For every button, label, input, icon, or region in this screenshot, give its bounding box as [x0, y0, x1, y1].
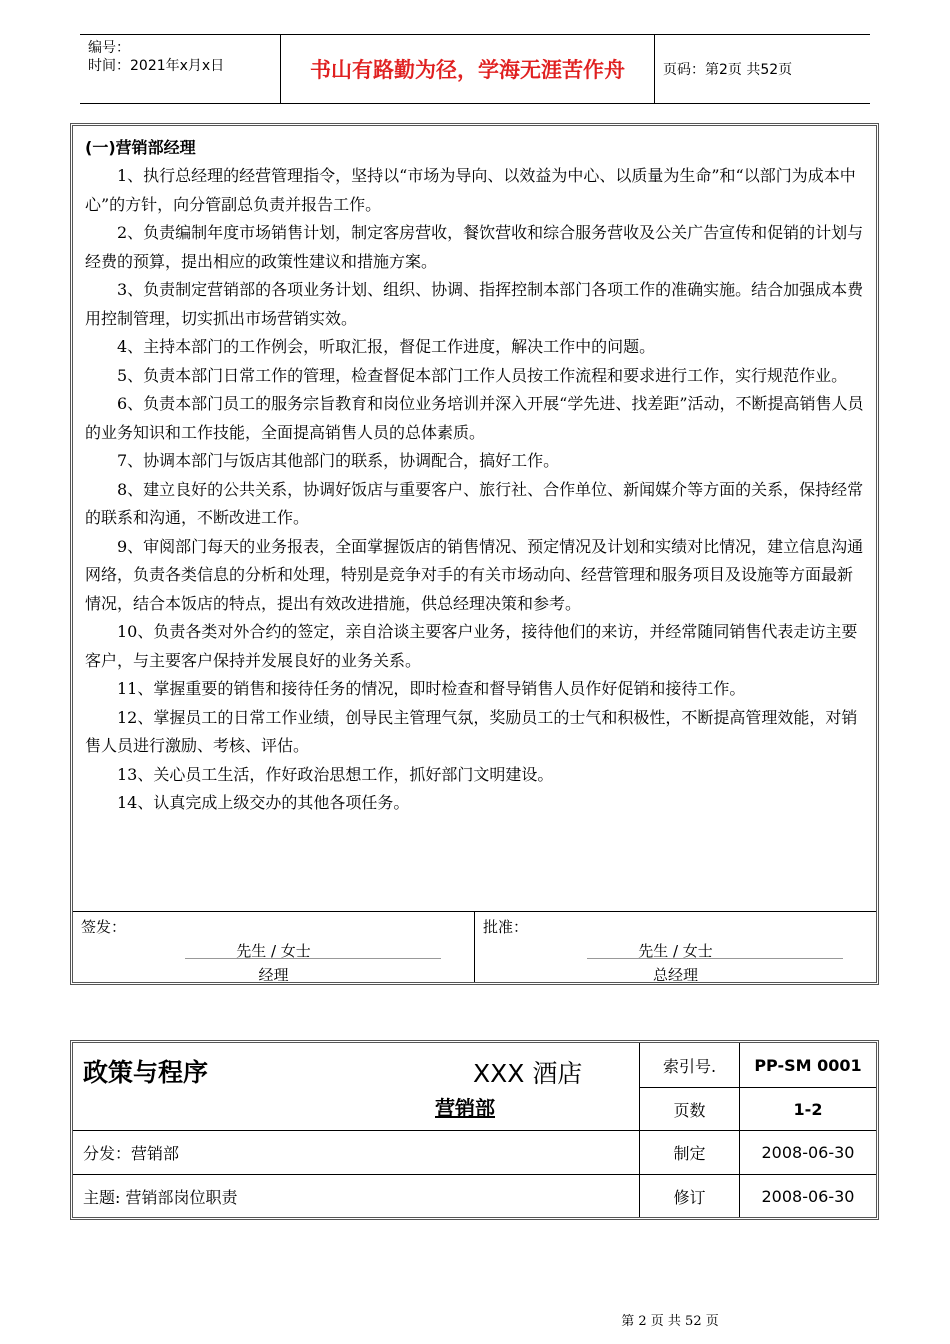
hotel-name: XXX 酒店	[473, 1059, 583, 1088]
duty-item-12: 12、掌握员工的日常工作业绩，创导民主管理气氛，奖励员工的士气和积极性，不断提高管理效能，对销售人员进行激励、考核、评估。	[85, 707, 858, 755]
approved-role: 总经理	[652, 966, 698, 984]
department-name: 营销部	[435, 1095, 495, 1120]
signoff-approved	[474, 912, 876, 982]
duty-item-11: 11、掌握重要的销售和接待任务的情况，即时检查和督导销售人员作好促销和接待工作。	[117, 679, 746, 698]
duty-body	[73, 126, 876, 912]
index-label: 索引号.	[662, 1056, 717, 1076]
duty-item-1: 1、执行总经理的经营管理指令，坚持以“市场为导向、以效益为中心、以质量为生命”和“以部门为成本中心”的方针，向分管副总负责并报告工作。	[85, 166, 856, 214]
header-meta	[80, 35, 281, 103]
duty-item-9: 9、审阅部门每天的业务报表，全面掌握饭店的销售情况、预定情况及计划和实绩对比情况，建立信息沟通网络，负责各类信息的分析和处理，特别是竞争对手的有关市场动向、经营管理和服务项目及设施等方面最新情况，结合本饭店的特点，提出有效改进措施，供总经理决策和参考。	[85, 536, 864, 613]
duty-item-3: 3、负责制定营销部的各项业务计划、组织、协调、指挥控制本部门各项工作的准确实施。结合加强成本费用控制管理，切实抓出市场营销实效。	[85, 280, 864, 328]
duty-item-5: 5、负责本部门日常工作的管理，检查督促本部门工作人员按工作流程和要求进行工作，实行规范作业。	[117, 365, 848, 385]
made-label: 制定	[673, 1144, 706, 1163]
motto: 书山有路勤为径，学海无涯苦作舟	[281, 35, 655, 103]
duty-item-4: 4、主持本部门的工作例会，听取汇报，督促工作进度，解决工作中的问题。	[117, 337, 656, 356]
revised-date: 2008-06-30	[761, 1186, 855, 1206]
approved-label: 批准：	[483, 918, 529, 936]
pages-label: 页数	[673, 1100, 706, 1120]
signoff-issued	[73, 912, 474, 982]
duty-item-7: 7、协调本部门与饭店其他部门的联系，协调配合，搞好工作。	[117, 451, 560, 470]
pages-value: 1-2	[793, 1099, 823, 1119]
issued-signature-line	[185, 958, 441, 959]
index-value: PP-SM 0001	[754, 1055, 862, 1075]
duty-item-6: 6、负责本部门员工的服务宗旨教育和岗位业务培训并深入开展“学先进、找差距”活动，不断提高销售人员的业务知识和工作技能，全面提高销售人员的总体素质。	[85, 394, 864, 442]
issued-salutation: 先生 / 女士	[236, 942, 311, 960]
distribution: 分发：营销部	[83, 1144, 180, 1163]
revised-label: 修订	[673, 1187, 706, 1207]
code-label: 编号：	[88, 40, 130, 56]
duty-item-14: 14、认真完成上级交办的其他各项任务。	[117, 793, 410, 812]
duty-box	[70, 123, 879, 985]
policy-title: 政策与程序	[83, 1058, 209, 1087]
date-text: 时间：2021年x月x日	[88, 58, 225, 74]
duty-item-10: 10、负责各类对外合约的签定，亲自洽谈主要客户业务，接待他们的来访，并经常随同销售代表走访主要客户，与主要客户保持并发展良好的业务关系。	[85, 622, 858, 670]
approved-salutation: 先生 / 女士	[638, 942, 713, 960]
approved-signature-line	[587, 958, 843, 959]
document-header	[80, 34, 870, 104]
duty-item-13: 13、关心员工生活，作好政治思想工作，抓好部门文明建设。	[117, 764, 554, 784]
subject: 主题: 营销部岗位职责	[83, 1187, 238, 1207]
duty-item-8: 8、建立良好的公共关系，协调好饭店与重要客户、旅行社、合作单位、新闻媒介等方面的关系，保持经常的联系和沟通，不断改进工作。	[85, 479, 864, 527]
section-title: (一)营销部经理	[85, 138, 196, 157]
made-date: 2008-06-30	[761, 1143, 855, 1162]
policy-table	[70, 1040, 879, 1220]
page-info: 页码：第2页 共52页	[663, 62, 793, 78]
issued-label: 签发：	[81, 918, 127, 936]
duty-item-2: 2、负责编制年度市场销售计划，制定客房营收，餐饮营收和综合服务营收及公关广告宣传和促销的计划与经费的预算，提出相应的政策性建议和措施方案。	[85, 223, 864, 271]
issued-role: 经理	[258, 966, 289, 984]
signoff-row	[73, 912, 876, 982]
page-footer: 第 2 页 共 52 页	[621, 1314, 719, 1329]
